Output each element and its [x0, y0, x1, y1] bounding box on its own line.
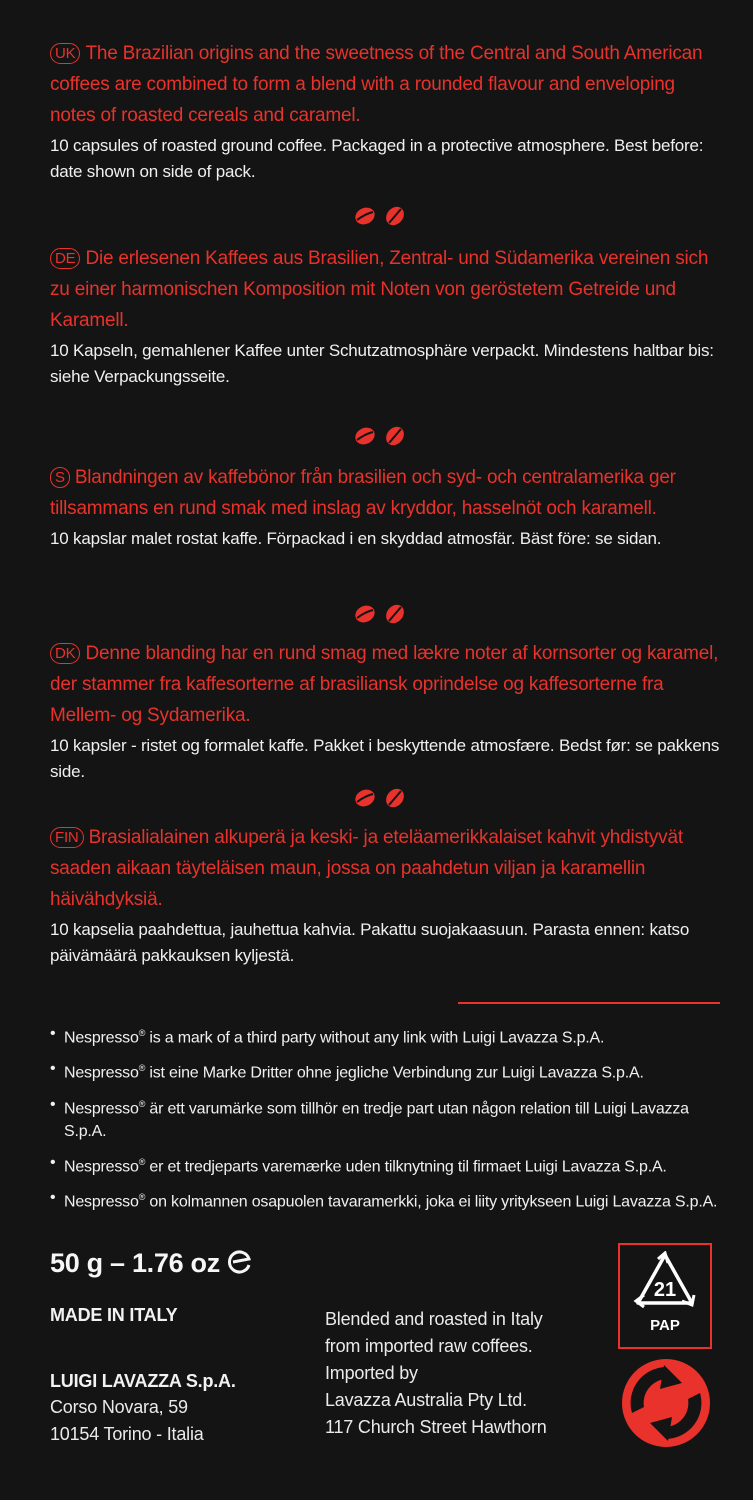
importer-line: Imported by — [325, 1363, 418, 1383]
notice-text: er et tredjeparts varemærke uden tilknytning til firmaet Luigi Lavazza S.p.A. — [149, 1158, 667, 1176]
notice-text: ist eine Marke Dritter ohne jegliche Verbindung zur Luigi Lavazza S.p.A. — [149, 1064, 644, 1082]
section-uk — [50, 38, 720, 185]
address-line: Corso Novara, 59 — [50, 1397, 188, 1417]
recycling-icon — [632, 1251, 698, 1313]
lead-text — [50, 638, 720, 731]
importer-line: Blended and roasted in Italy — [325, 1309, 543, 1329]
lead-body: The Brazilian origins and the sweetness of the Central and South American coffees are combined to form a blend with a rounded flavour and enveloping notes of roasted cereals and caramel. — [50, 43, 703, 126]
lang-code-badge: UK — [50, 43, 80, 64]
divider-rule — [458, 1002, 720, 1004]
section-fin — [50, 822, 720, 969]
lead-text — [50, 822, 720, 915]
green-dot-icon — [620, 1357, 712, 1449]
lead-text — [50, 462, 720, 524]
lead-text — [50, 243, 720, 336]
info-text: 10 kapselia paahdettua, jauhettua kahvia. Pakattu suojakaasuun. Parasta ennen: katso päivämäärä pakkauksen kyljestä. — [50, 920, 690, 965]
lead-body: Blandningen av kaffebönor från brasilien och syd- och centralamerika ger tillsammans en rund smak med inslag av kryddor, hasselnöt och karamell. — [50, 467, 676, 519]
list-item — [50, 1093, 730, 1143]
brand-name: Nespresso — [64, 1029, 139, 1047]
info-text: 10 kapsler - ristet og formalet kaffe. Pakket i beskyttende atmosfære. Bedst før: se pakkens side. — [50, 736, 720, 781]
registered-mark: ® — [138, 1028, 146, 1038]
lang-code-badge: FIN — [50, 827, 84, 848]
coffee-beans-icon — [345, 422, 417, 450]
recycling-number: 21 — [653, 1279, 677, 1301]
lang-code-badge: DE — [50, 248, 80, 269]
notice-text: on kolmannen osapuolen tavaramerkki, joka ei liity yritykseen Luigi Lavazza S.p.A. — [149, 1193, 718, 1211]
manufacturer-block — [50, 1302, 310, 1448]
importer-line: 117 Church Street Hawthorn — [325, 1417, 547, 1437]
importer-block — [325, 1306, 605, 1441]
lang-code-badge: DK — [50, 643, 80, 664]
section-de — [50, 243, 720, 390]
section-s — [50, 462, 720, 552]
trademark-notices — [50, 1022, 730, 1222]
weight-text: 50 g – 1.76 oz — [50, 1248, 220, 1278]
registered-mark: ® — [138, 1156, 146, 1167]
info-text: 10 Kapseln, gemahlener Kaffee unter Schutzatmosphäre verpackt. Mindestens haltbar bis: siehe Verpackungsseite. — [50, 341, 714, 386]
brand-name: Nespresso — [64, 1193, 139, 1211]
info-text: 10 kapslar malet rostat kaffe. Förpackad i en skyddad atmosfär. Bäst före: se sidan. — [50, 529, 662, 548]
registered-mark: ® — [138, 1098, 146, 1109]
address-line: 10154 Torino - Italia — [50, 1424, 204, 1444]
lead-body: Die erlesenen Kaffees aus Brasilien, Zentral- und Südamerika vereinen sich zu einer harmonischen Komposition mit Noten von geröstetem Getreide und Karamell. — [50, 248, 709, 331]
lead-text — [50, 38, 720, 131]
brand-name: Nespresso — [64, 1158, 139, 1176]
coffee-beans-icon — [345, 600, 417, 628]
importer-line: Lavazza Australia Pty Ltd. — [325, 1390, 527, 1410]
net-weight — [50, 1248, 253, 1279]
list-item — [50, 1151, 730, 1178]
registered-mark: ® — [138, 1063, 146, 1074]
section-dk — [50, 638, 720, 785]
list-item — [50, 1186, 730, 1213]
brand-name: Nespresso — [64, 1064, 139, 1082]
info-text: 10 capsules of roasted ground coffee. Packaged in a protective atmosphere. Best before: date shown on side of pack. — [50, 136, 704, 181]
notice-text: är ett varumärke som tillhör en tredje part utan någon relation till Luigi Lavazza S.p.A. — [64, 1099, 689, 1140]
made-in: MADE IN ITALY — [50, 1305, 178, 1325]
company-name: LUIGI LAVAZZA S.p.A. — [50, 1371, 236, 1391]
brand-name: Nespresso — [64, 1099, 139, 1117]
lang-code-badge: S — [50, 467, 70, 488]
coffee-beans-icon — [345, 202, 417, 230]
lead-body: Denne blanding har en rund smag med lækre noter af kornsorter og karamel, der stammer fra kaffesorterne af brasiliansk oprindelse og kaffesorterne fra Mellem- og Sydamerika. — [50, 643, 719, 726]
notice-text: is a mark of a third party without any link with Luigi Lavazza S.p.A. — [149, 1029, 605, 1047]
list-item — [50, 1057, 730, 1084]
list-item — [50, 1022, 730, 1049]
recycling-code-box — [618, 1243, 712, 1349]
coffee-beans-icon — [345, 784, 417, 812]
lead-body: Brasialialainen alkuperä ja keski- ja eteläamerikkalaiset kahvit yhdistyvät saaden aikaan täyteläisen maun, jossa on paahdetun viljan ja karamellin häivähdyksiä. — [50, 827, 683, 910]
estimated-sign-icon — [227, 1249, 253, 1275]
registered-mark: ® — [138, 1192, 146, 1203]
recycling-label: PAP — [650, 1317, 680, 1334]
importer-line: from imported raw coffees. — [325, 1336, 533, 1356]
